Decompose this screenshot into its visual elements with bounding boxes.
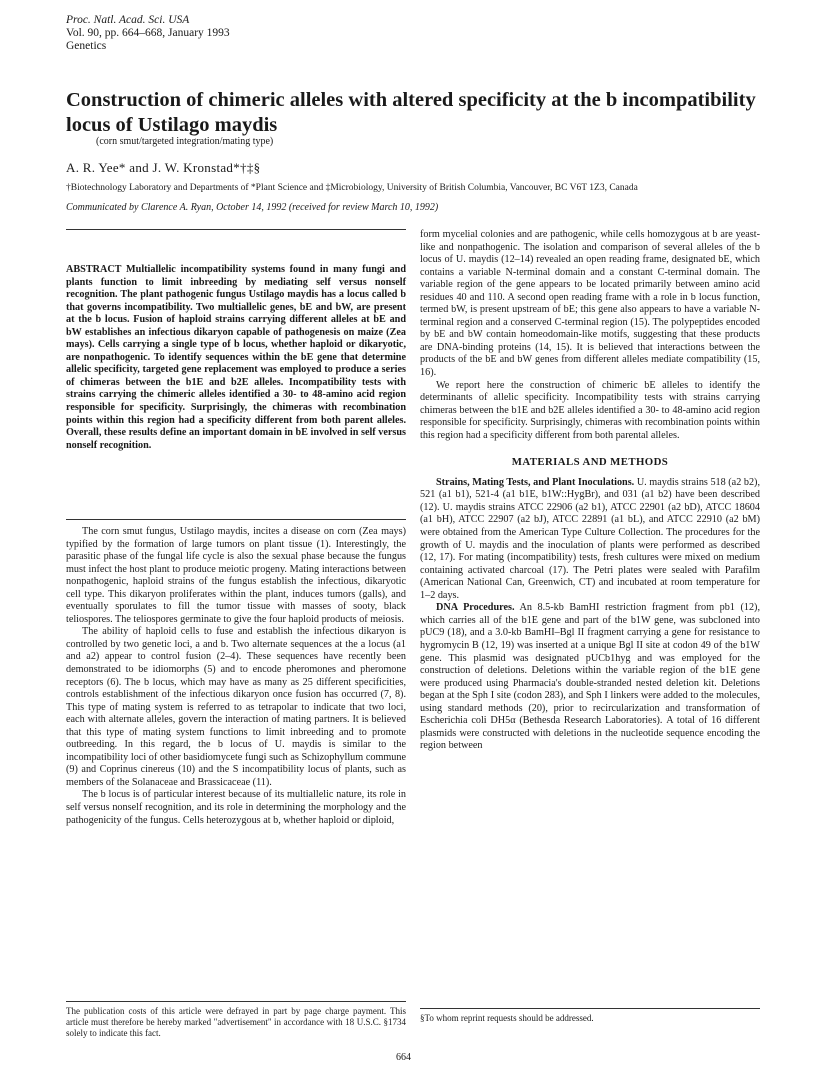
strains-text: U. maydis strains 518 (a2 b2), 521 (a1 b1), 521-4 (a1 b1E, b1W::HygBr), and 031 (a1 b2) have been described (12). U. maydis strains ATCC 22906 (a2 b1), ATCC 22901 (a2 bD), ATCC 18604 (a1 bH), ATCC 22907 (a2 bJ), ATCC 22891 (a1 bL), and ATCC 22910 (a2 bM) were obtained from the American Type Culture Collection. The procedures for the growth of U. maydis and the inoculation of plants were performed as described (12, 17). For mating (incompatibility) tests, fresh cultures were mixed on medium containing activated charcoal (17). The Petri plates were sealed with Parafilm (American National Can, Greenwich, CT) and incubated at room temperature for 1–2 days.	[420, 476, 760, 601]
footnote-publication-costs: The publication costs of this article were defrayed in part by page charge payment. This article must therefore be hereby marked "advertisement" in accordance with 18 U.S.C. §1734 solely to indicate this fact.	[66, 1006, 406, 1038]
page-number: 664	[396, 1052, 411, 1063]
dna-paragraph	[420, 602, 760, 753]
body-paragraph: form mycelial colonies and are pathogenic, while cells homozygous at b are yeast-like and nonpathogenic. The isolation and comparison of several alleles of the b locus of U. maydis (12–14) revealed an open reading frame, designated bE, which contains a variable N-terminal domain and a constant C-terminal domain. The variable region of the gene appears to be located primarily between amino acid residues 40 and 110. A second open reading frame with a role in b locus function, termed bW, is present upstream of bE; this gene also appears to have a variable N-terminal region and a conserved C-terminal region (15). The polypeptides encoded by bE and bW contain homeodomain-like motifs, suggesting that these products are DNA-binding proteins (14, 15). It is believed that interactions between the products of the bE and bW genes from different alleles mediate compatibility (15, 16).	[420, 229, 760, 379]
section-label: Genetics	[66, 40, 107, 52]
dna-text: An 8.5-kb BamHI restriction fragment from pb1 (12), which carries all of the b1E gene and part of the b1W gene, was subcloned into pUC9 (18), and a 3.0-kb BamHI–Bgl II fragment carrying a gene for resistance to hygromycin B (12, 19) was inserted at a unique Bgl II site at codon 49 of the b1W gene. This plasmid was designated pUCb1hyg and was employed for the construction of deletions. Deletions within the variable region of the b1E gene were produced using Pharmacia's double-stranded nested deletion kit. Deletions began at the Sph I site (codon 283), and Sph I linkers were added to the molecules, using standard methods (20), prior to recircularization and transformation of Escherichia coli DH5α (Bethesda Research Laboratories). A total of 16 different plasmids were constructed with deletions in the nucleotide sequence encoding the region between	[420, 602, 760, 752]
body-paragraph: We report here the construction of chimeric bE alleles to identify the determinants of allelic specificity. Incompatibility tests with strains carrying chimeras between the b1E and b2E alleles identified a 30- to 48-amino acid region responsible for specificity. Surprisingly, chimeras with recombination points within this region had a specificity different from both parental alleles.	[420, 379, 760, 441]
dna-heading: DNA Procedures.	[436, 602, 515, 614]
body-paragraph: The ability of haploid cells to fuse and establish the infectious dikaryon is controlled by two genetic loci, a and b. Two alternate sequences at the a locus (a1 and a2) appear to control fusion (2–4). These sequences have recently been demonstrated to be idiomorphs (5) and to encode pheromones and pheromone receptors (6). The b locus, which may have as many as 25 different specificities, controls establishment of the infectious dikaryon once fusion has occurred (7, 8). This type of mating system is referred to as tetrapolar to indicate that two loci, each with alternate alleles, govern the interaction of mating partners. It is believed that this type of mating system functions to limit inbreeding and to promote outbreeding. In this regard, the b locus of U. maydis is similar to the incompatibility loci of other basidiomycete fungi such as Schizophyllum commune (9) and Coprinus cinereus (10) and the S incompatibility locus of plants, such as members of the Solanaceae and Brassicaceae (11).	[66, 626, 406, 788]
authors: A. R. Yee* and J. W. Kronstad*†‡§	[66, 160, 261, 175]
journal-name: Proc. Natl. Acad. Sci. USA	[66, 14, 190, 26]
abstract-divider	[66, 519, 406, 520]
footnote-reprints: §To whom reprint requests should be addressed.	[420, 1013, 594, 1023]
strains-heading: Strains, Mating Tests, and Plant Inoculations.	[436, 476, 635, 488]
section-heading: MATERIALS AND METHODS	[511, 456, 669, 469]
body-paragraph: The corn smut fungus, Ustilago maydis, incites a disease on corn (Zea mays) typified by the formation of large tumors on plant tissue (1). Interestingly, the parasitic phase of the fungal life cycle is also the sexual phase because the fungus must infect the host plant to produce meiotic progeny. Mating interactions between nonpathogenic, haploid strains of the fungus establish the infectious, dikaryotic cell type. This dikaryon proliferates within the plant, induces tumors (galls), and eventually sporulates to fill the tumor tissue with masses of sooty, black teliospores. The teliospores germinate to give the four haploid products of meiosis.	[66, 526, 406, 625]
communicated-by: Communicated by Clarence A. Ryan, October 14, 1992 (received for review March 10, 1992)	[66, 202, 439, 213]
footnote-divider-right	[420, 1008, 760, 1009]
keywords: (corn smut/targeted integration/mating type)	[96, 136, 274, 147]
body-paragraph: The b locus is of particular interest because of its multiallelic nature, its role in self versus nonself recognition, and its role in determining the morphology and the pathogenicity of the fungus. Cells heterozygous at b, whether haploid or diploid,	[66, 789, 406, 826]
footnote-divider-left	[66, 1001, 406, 1002]
volume-info: Vol. 90, pp. 664–668, January 1993	[66, 27, 230, 39]
left-column-body	[66, 526, 406, 827]
top-divider	[66, 229, 406, 230]
article-title: Construction of chimeric alleles with altered specificity at the b incompatibility locus of Ustilago maydis	[66, 89, 756, 136]
strains-paragraph	[420, 477, 760, 602]
right-column-body	[420, 229, 760, 753]
abstract: ABSTRACT Multiallelic incompatibility systems found in many fungi and plants function to limit inbreeding by mediating self versus nonself recognition. The plant pathogenic fungus Ustilago maydis has a locus called b that governs incompatibility. Two multiallelic genes, bE and bW, are present at the b locus. Fusion of haploid strains carrying different alleles at bE and bW establishes an infectious dikaryon capable of pathogenesis on maize (Zea mays). Cells carrying a single type of b locus, whether haploid or dikaryotic, are nonpathogenic. To identify sequences within the bE gene that determine allelic specificity, targeted gene replacement was employed to produce a series of chimeras between the b1E and b2E alleles. Incompatibility tests with strains carrying the chimeric alleles identified a 30- to 48-amino acid region responsible for specificity. Surprisingly, the chimeras with recombination points within this region had a specificity different from both parent alleles. Overall, these results define an important domain in bE involved in self versus nonself recognition.	[66, 264, 406, 451]
journal-header	[66, 14, 230, 53]
affiliation: †Biotechnology Laboratory and Departments of *Plant Science and ‡Microbiology, University of British Columbia, Vancouver, BC V6T 1Z3, Canada	[66, 183, 638, 193]
